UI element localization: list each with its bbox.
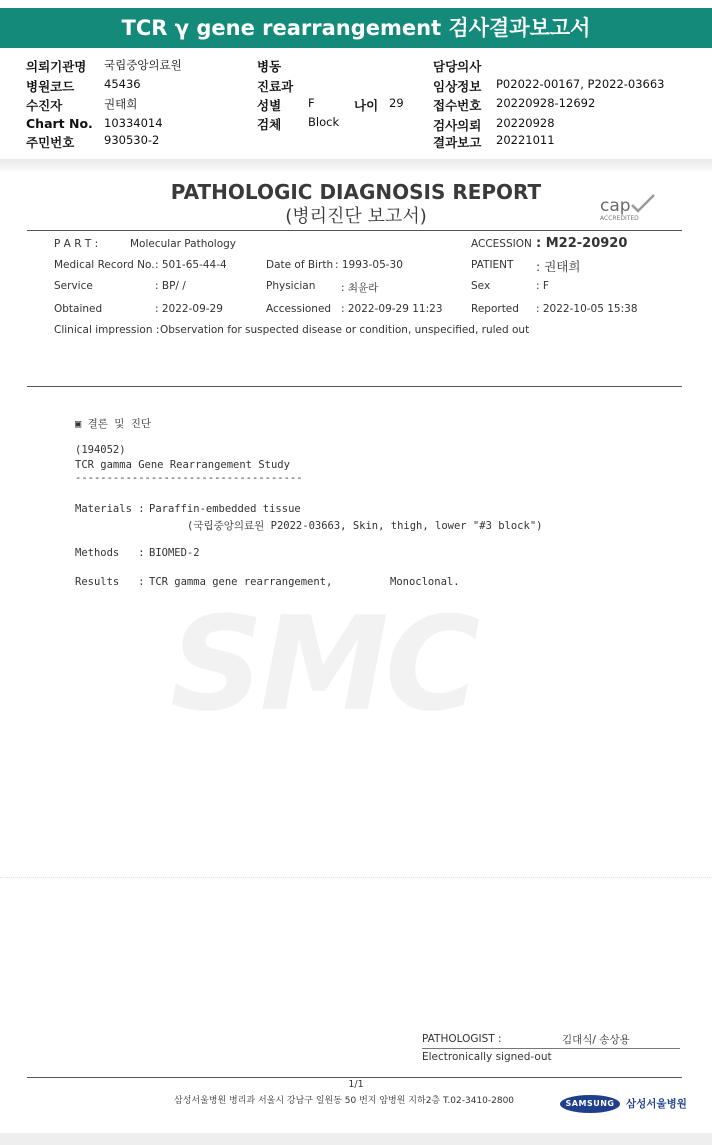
- label-patient-name: PATIENT: [471, 259, 514, 271]
- value-hospital-code: 45436: [104, 77, 141, 91]
- results-value-2: Monoclonal.: [390, 576, 460, 588]
- label-hospital-code: 병원코드: [26, 79, 75, 94]
- value-resident-no: 930530-2: [104, 133, 160, 147]
- label-receipt-no: 접수번호: [433, 98, 482, 113]
- value-report-date: 20221011: [496, 133, 555, 147]
- label-clinical-impression: Clinical impression :: [54, 324, 160, 336]
- samsung-logo: SAMSUNG: [560, 1095, 620, 1113]
- label-resident-no: 주민번호: [26, 135, 75, 150]
- bottom-band: [0, 1133, 712, 1145]
- cap-logo-text: cap: [600, 196, 631, 216]
- value-mrn: : 501-65-44-4: [155, 259, 227, 271]
- faint-divider: [0, 877, 712, 879]
- footer-rule: [27, 1077, 682, 1078]
- cap-logo-sub: ACCREDITED: [600, 215, 639, 222]
- value-chart-no: 10334014: [104, 116, 163, 130]
- methods-value: BIOMED-2: [149, 547, 200, 559]
- methods-label: Methods :: [75, 547, 145, 559]
- value-patient-name: : 권태희: [536, 259, 581, 274]
- label-specimen: 검체: [257, 117, 282, 132]
- hospital-name-logo: 삼성서울병원: [626, 1098, 687, 1110]
- materials-value: Paraffin-embedded tissue: [149, 503, 301, 515]
- value-physician: : 최윤라: [341, 282, 379, 294]
- results-label: Results :: [75, 576, 145, 588]
- study-underline: ------------------------------------: [75, 472, 303, 484]
- smc-watermark: SMC: [170, 588, 477, 740]
- value-service: : BP/ /: [155, 280, 186, 292]
- value-age: 29: [389, 96, 404, 110]
- label-department: 진료과: [257, 79, 294, 94]
- value-obtained: : 2022-09-29: [155, 303, 223, 315]
- dob-label-text: Date of Birth: [266, 259, 334, 271]
- label-chart-no: Chart No.: [26, 116, 93, 131]
- signature-rule: [422, 1048, 680, 1049]
- label-institution: 의뢰기관명: [26, 59, 87, 74]
- label-ward: 병동: [257, 59, 282, 74]
- label-accessioned: Accessioned: [266, 303, 332, 315]
- label-request-date: 검사의뢰: [433, 118, 482, 133]
- report-banner-title: TCR γ gene rearrangement 검사결과보고서: [0, 8, 712, 48]
- label-dob: [266, 259, 333, 271]
- value-clinical-info: P02022-00167, P2022-03663: [496, 77, 665, 91]
- separator-band: [0, 159, 712, 171]
- report-title: PATHOLOGIC DIAGNOSIS REPORT: [170, 180, 542, 204]
- label-patient: 수진자: [26, 98, 63, 113]
- value-specimen: Block: [308, 115, 340, 129]
- label-sex-case: Sex: [471, 280, 491, 292]
- pathologist-label: PATHOLOGIST :: [422, 1033, 502, 1045]
- value-request-date: 20220928: [496, 116, 555, 130]
- value-receipt-no: 20220928-12692: [496, 96, 596, 110]
- info-rule: [27, 386, 682, 387]
- study-name: TCR gamma Gene Rearrangement Study: [75, 459, 290, 471]
- page-number: 1/1: [348, 1079, 364, 1090]
- patient-name: 권태희: [544, 259, 581, 274]
- footer-address: 삼성서울병원 병리과 서울시 강남구 일원동 50 번지 암병원 지하2층 T.02-3410-2800: [174, 1096, 515, 1106]
- cap-accredited-logo: [598, 191, 668, 223]
- value-clinical-impression: Observation for suspected disease or condition, unspecified, ruled out: [160, 324, 530, 336]
- label-age: 나이: [354, 98, 379, 113]
- section-heading: ▣ 결론 및 진단: [75, 418, 152, 430]
- value-part: Molecular Pathology: [130, 238, 237, 250]
- materials-label: Materials :: [75, 503, 145, 515]
- label-report-date: 결과보고: [433, 135, 482, 150]
- label-sex: 성별: [257, 98, 282, 113]
- results-value: TCR gamma gene rearrangement,: [149, 576, 333, 588]
- value-reported: : 2022-10-05 15:38: [536, 303, 638, 315]
- value-sex-case: : F: [536, 280, 549, 292]
- label-doctor: 담당의사: [433, 59, 482, 74]
- label-obtained: Obtained: [54, 303, 103, 315]
- label-clinical-info: 임상정보: [433, 79, 482, 94]
- label-accession: ACCESSION: [471, 238, 532, 250]
- value-accession: : M22-20920: [536, 236, 628, 251]
- report-subtitle: (병리진단 보고서): [285, 206, 427, 227]
- pathologist-names: 김대식/ 송상용: [562, 1034, 630, 1046]
- study-code: (194052): [75, 444, 126, 456]
- value-dob: : 1993-05-30: [335, 259, 403, 271]
- value-patient: 권태희: [104, 97, 138, 111]
- label-part: P A R T :: [54, 238, 99, 250]
- value-accessioned: : 2022-09-29 11:23: [341, 303, 443, 315]
- label-reported: Reported: [471, 303, 519, 315]
- value-sex: F: [308, 96, 315, 110]
- header-rule: [27, 230, 682, 231]
- label-service: Service: [54, 280, 93, 292]
- signed-out-text: Electronically signed-out: [422, 1051, 552, 1063]
- materials-detail: (국립중앙의료원 P2022-03663, Skin, thigh, lower "#3 block"): [187, 520, 543, 532]
- accession-number: M22-20920: [545, 236, 628, 251]
- value-institution: 국립중앙의료원: [104, 58, 182, 72]
- label-mrn: Medical Record No.: [54, 259, 155, 271]
- label-physician: Physician: [266, 280, 316, 292]
